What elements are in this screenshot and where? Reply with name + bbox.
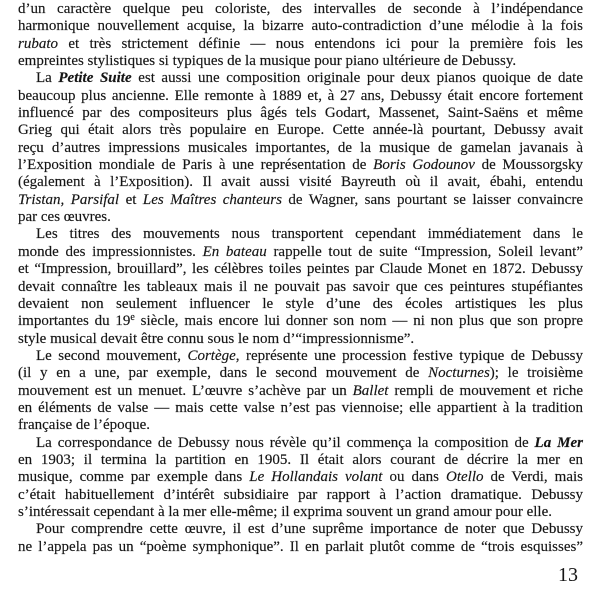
line-text: s’intéressait cependant à la mer elle-même; il exprima souvent un grand amour pour elle. [18,503,552,520]
line-text: influencé par des compositeurs plus âgés tels Godart, Massenet, Saint-Saëns et même [18,105,583,122]
line-text: empreintes stylistiques si typiques de la musique pour piano ultérieure de Debussy. [18,53,517,70]
line-text: c’était habituellement d’intérêt subsidiaire par rapport à l’action dramatique. Debussy [18,486,583,503]
text-line [18,244,583,261]
text-line [18,261,583,278]
text-line [18,331,583,348]
text-line [18,53,583,70]
line-text: Pour comprendre cette œuvre, il est d’une suprême importance de noter que Debussy [36,521,583,538]
line-text: musique, comme par exemple dans [18,469,250,486]
line-text: Le second mouvement, [36,347,188,364]
text-line [18,504,583,521]
paragraph [18,226,583,347]
text-line [18,226,583,243]
text-line [18,174,583,191]
text-line [18,313,583,330]
line-text: d’un caractère quelque peu coloriste, des intervalles de seconde à l’indépendance [18,1,583,17]
line-text: La correspondance de Debussy nous révèle qu’il commença la composition de [36,434,535,451]
paragraph [18,348,583,435]
work-title: Le Hollandais volant [249,469,383,486]
line-text: et [119,191,143,208]
text-line [18,122,583,139]
line-text: ou dans [382,469,447,486]
text-line [18,192,583,209]
text-line [18,157,583,174]
line-text: l’Exposition mondiale de Paris à une représentation de [18,157,374,174]
text-line [18,36,583,53]
text-line [18,1,583,18]
text-line [18,140,583,157]
paragraph [18,521,583,556]
line-text: devait connaître les tableaux mais il ne pouvait pas savoir que ces peintures stupéfiantes [18,278,583,295]
paragraph [18,70,583,226]
text-line [18,105,583,122]
emphasis-term: rubato [18,35,59,52]
text-line [18,18,583,35]
line-text: style musical devait être connu sous le nom d’“impressionnisme”. [18,330,415,347]
text-line [18,469,583,486]
text-line [18,539,583,556]
text-line [18,417,583,434]
line-text: ); le troisième [489,365,584,382]
paragraph [18,1,583,70]
line-text: Grieg qui était alors très populaire en Europe. Cette année-là pourtant, Debussy avait [18,122,583,139]
text-line [18,435,583,452]
line-text: , représente une procession festive typique de Debussy [235,347,583,364]
line-text: harmonique nouvellement acquise, la bizarre auto-contradiction d’une mélodie à la fois [18,18,583,35]
line-text: de Moussorgsky [474,157,584,174]
line-text: et très strictement définie — nous entendons ici pour la première fois les [58,35,583,52]
text-line [18,521,583,538]
line-text: par ces œuvres. [18,209,111,226]
line-text: (il y en a une, par exemple, dans le second mouvement de [18,365,429,382]
ordinal-superscript: e [130,312,135,324]
work-title: Ballet [352,382,389,399]
line-text: et “Impression, brouillard”, les célèbres toiles peintes par Claude Monet en 1872. Debussy [18,261,583,278]
line-text: mouvement est un menuet. L’œuvre s’achève par un [18,382,353,399]
page-number: 13 [558,564,578,586]
work-title: Otello [446,469,484,486]
work-title: Nocturnes [428,365,490,382]
work-title: Boris Godounov [373,157,475,174]
line-text: en 1903; il termina la partition en 1905. Il était alors courant de décrire la mer en [18,451,583,468]
text-line [18,279,583,296]
line-text: monde des impressionnistes. [18,243,203,260]
work-title: Cortège [187,347,236,364]
text-line [18,400,583,417]
text-line [18,209,583,226]
line-text: beaucoup plus ancienne. Elle remonte à 1889 et, à 27 ans, Debussy était encore fortement [18,87,583,104]
line-text: (également à l’Exposition). Il avait aussi visité Bayreuth où il avait, ébahi, entendu [18,174,583,191]
work-title: Les Maîtres chanteurs [142,191,282,208]
line-text: La [36,70,59,87]
line-text: française de l’époque. [18,417,151,434]
work-title: Tristan, Parsifal [18,191,120,208]
work-title: En bateau [202,243,267,260]
line-text: ne l’appela pas un “poème symphonique”. Il en parlait plutôt comme de “trois esquisses” [18,538,583,555]
line-text: rappelle tout de suite “Impression, Soleil levant” [266,243,583,260]
line-text: devaient non seulement influencer le style d’une des écoles artistiques les plus [18,295,583,312]
work-title: Petite Suite [58,70,132,87]
line-text: de Verdi, mais [483,469,584,486]
text-line [18,70,583,87]
line-text: reçu d’autres impressions musicales importantes, de la musique de gamelan javanais à [18,139,583,156]
paragraph [18,435,583,522]
text-line [18,348,583,365]
line-text: importantes du 19 [18,313,131,330]
text-line [18,88,583,105]
text-line [18,383,583,400]
line-text: de Wagner, sans pourtant se laisser convaincre [281,191,583,208]
line-text: Les titres des mouvements nous transportent cependant immédiatement dans le [36,226,583,243]
work-title: La Mer [534,434,583,451]
text-line [18,452,583,469]
line-text: est aussi une composition originale pour deux pianos quoique de date [131,70,583,87]
text-line [18,296,583,313]
text-line [18,365,583,382]
body-text [18,1,583,556]
line-text: rempli de mouvement et riche [388,382,584,399]
line-text: en éléments de valse — mais cette valse n’est pas viennoise; elle appartient à la tradition [18,399,583,416]
line-text: siècle, mais encore lui donner son nom — ni non plus que son propre [134,313,583,330]
text-line [18,487,583,504]
